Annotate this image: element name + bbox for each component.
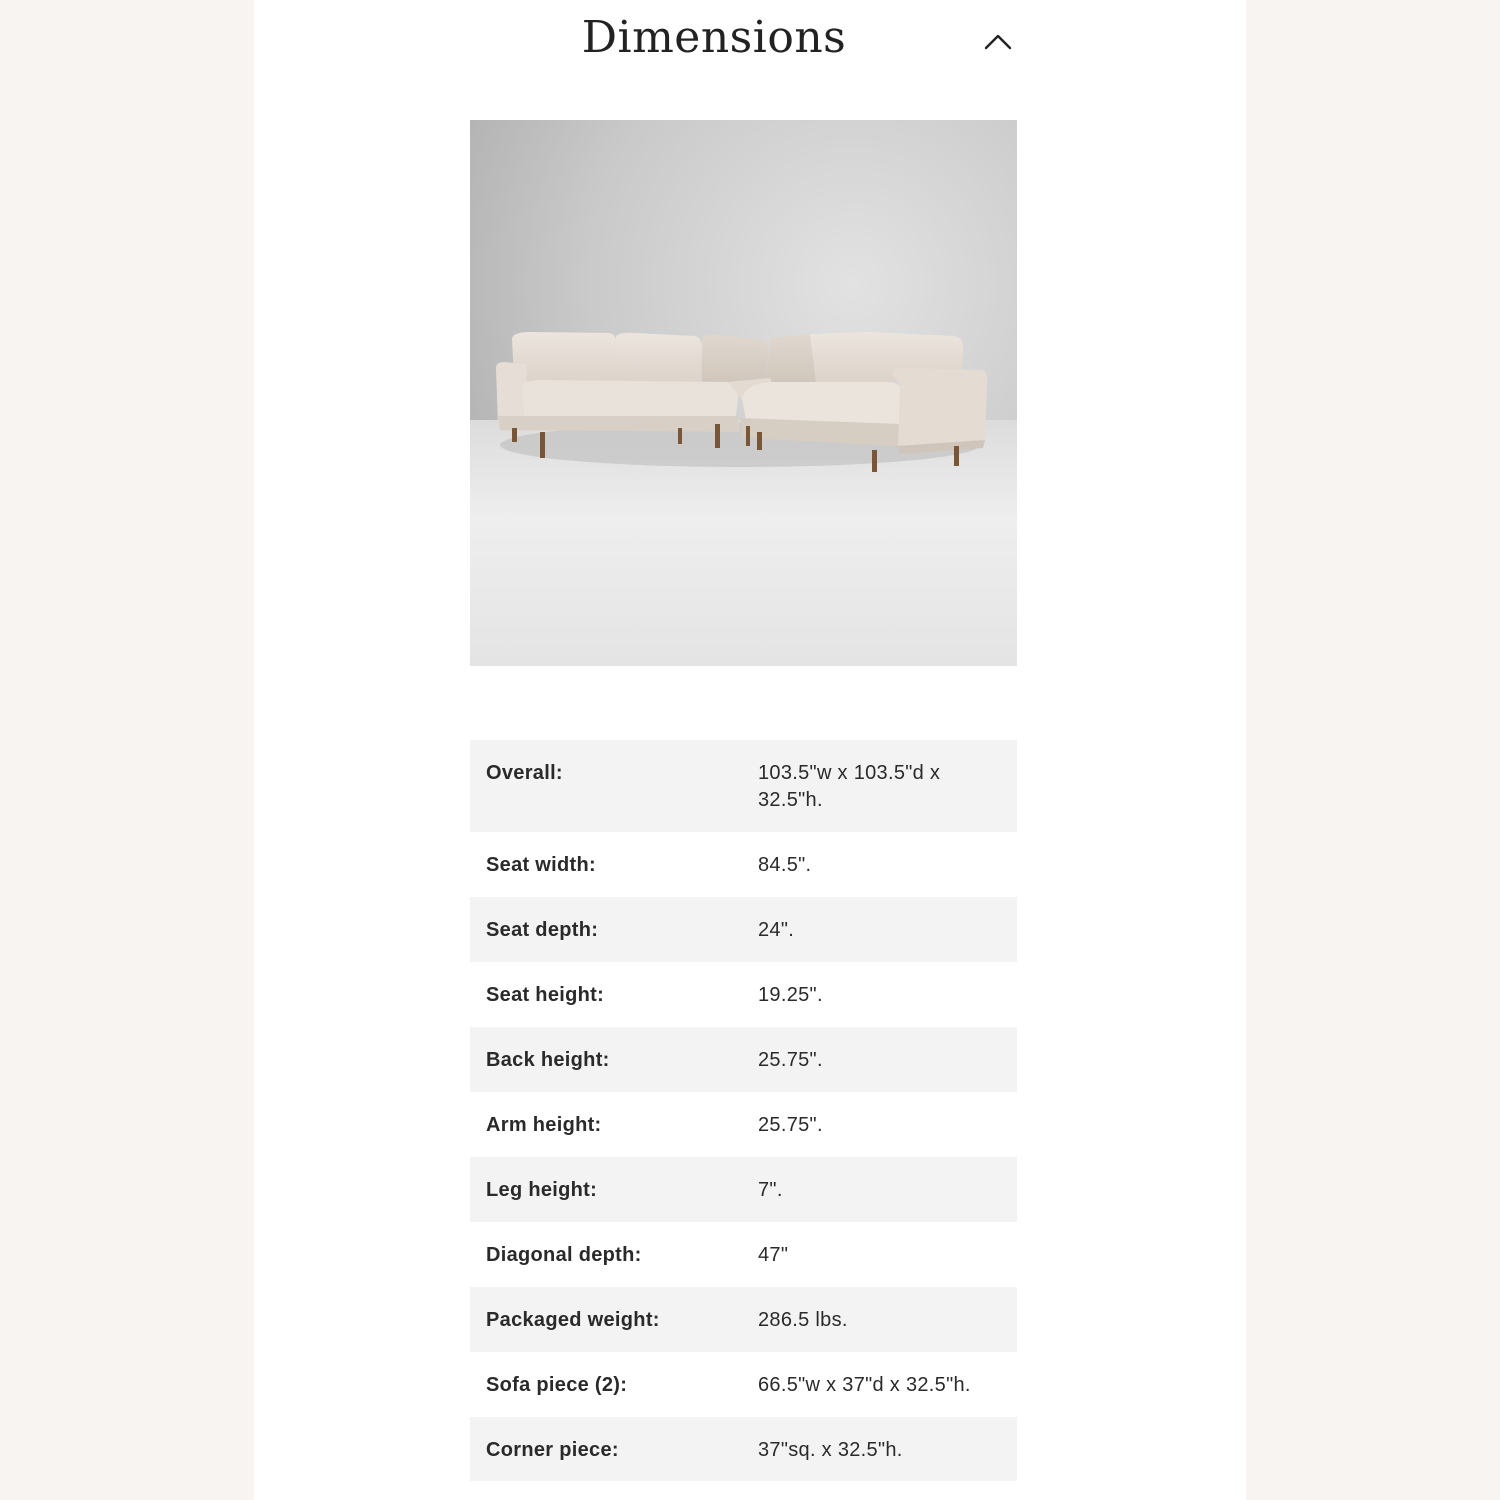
sofa-sectional-image <box>470 120 1017 666</box>
dimension-value: 84.5". <box>758 854 812 876</box>
dimension-label: Sofa piece (2): <box>486 1374 628 1396</box>
dimension-row <box>470 740 1017 832</box>
dimension-value: 19.25". <box>758 984 823 1006</box>
dimension-value: 25.75". <box>758 1049 823 1071</box>
dimension-row <box>470 1287 1017 1352</box>
dimension-value: 66.5"w x 37"d x 32.5"h. <box>758 1374 971 1396</box>
product-image <box>470 120 1017 666</box>
dimension-label: Packaged weight: <box>486 1309 660 1331</box>
dimension-row <box>470 1417 1017 1481</box>
dimension-row <box>470 897 1017 962</box>
dimension-value: 7". <box>758 1179 783 1201</box>
dimension-label: Arm height: <box>486 1114 602 1136</box>
dimension-label: Back height: <box>486 1049 610 1071</box>
dimension-value: 24". <box>758 919 795 941</box>
dimension-value: 103.5"w x 103.5"d x 32.5"h. <box>758 762 941 811</box>
dimension-row <box>470 962 1017 1027</box>
dimension-label: Leg height: <box>486 1179 598 1201</box>
dimensions-table <box>470 740 1017 1481</box>
dimension-label: Seat depth: <box>486 919 599 941</box>
chevron-up-icon <box>980 26 1016 58</box>
dimension-label: Corner piece: <box>486 1439 619 1461</box>
dimension-value: 47" <box>758 1244 789 1266</box>
dimension-value: 37"sq. x 32.5"h. <box>758 1439 903 1461</box>
dimension-label: Overall: <box>486 762 563 784</box>
dimension-label: Seat width: <box>486 854 596 876</box>
dimension-row <box>470 1352 1017 1417</box>
dimension-label: Diagonal depth: <box>486 1244 642 1266</box>
dimension-row <box>470 1092 1017 1157</box>
dimension-row <box>470 832 1017 897</box>
dimension-value: 25.75". <box>758 1114 823 1136</box>
dimension-label: Seat height: <box>486 984 605 1006</box>
collapse-button[interactable] <box>980 26 1016 58</box>
dimension-row <box>470 1027 1017 1092</box>
dimension-row <box>470 1222 1017 1287</box>
dimension-value: 286.5 lbs. <box>758 1309 848 1331</box>
dimension-row <box>470 1157 1017 1222</box>
section-title: Dimensions <box>581 12 847 63</box>
